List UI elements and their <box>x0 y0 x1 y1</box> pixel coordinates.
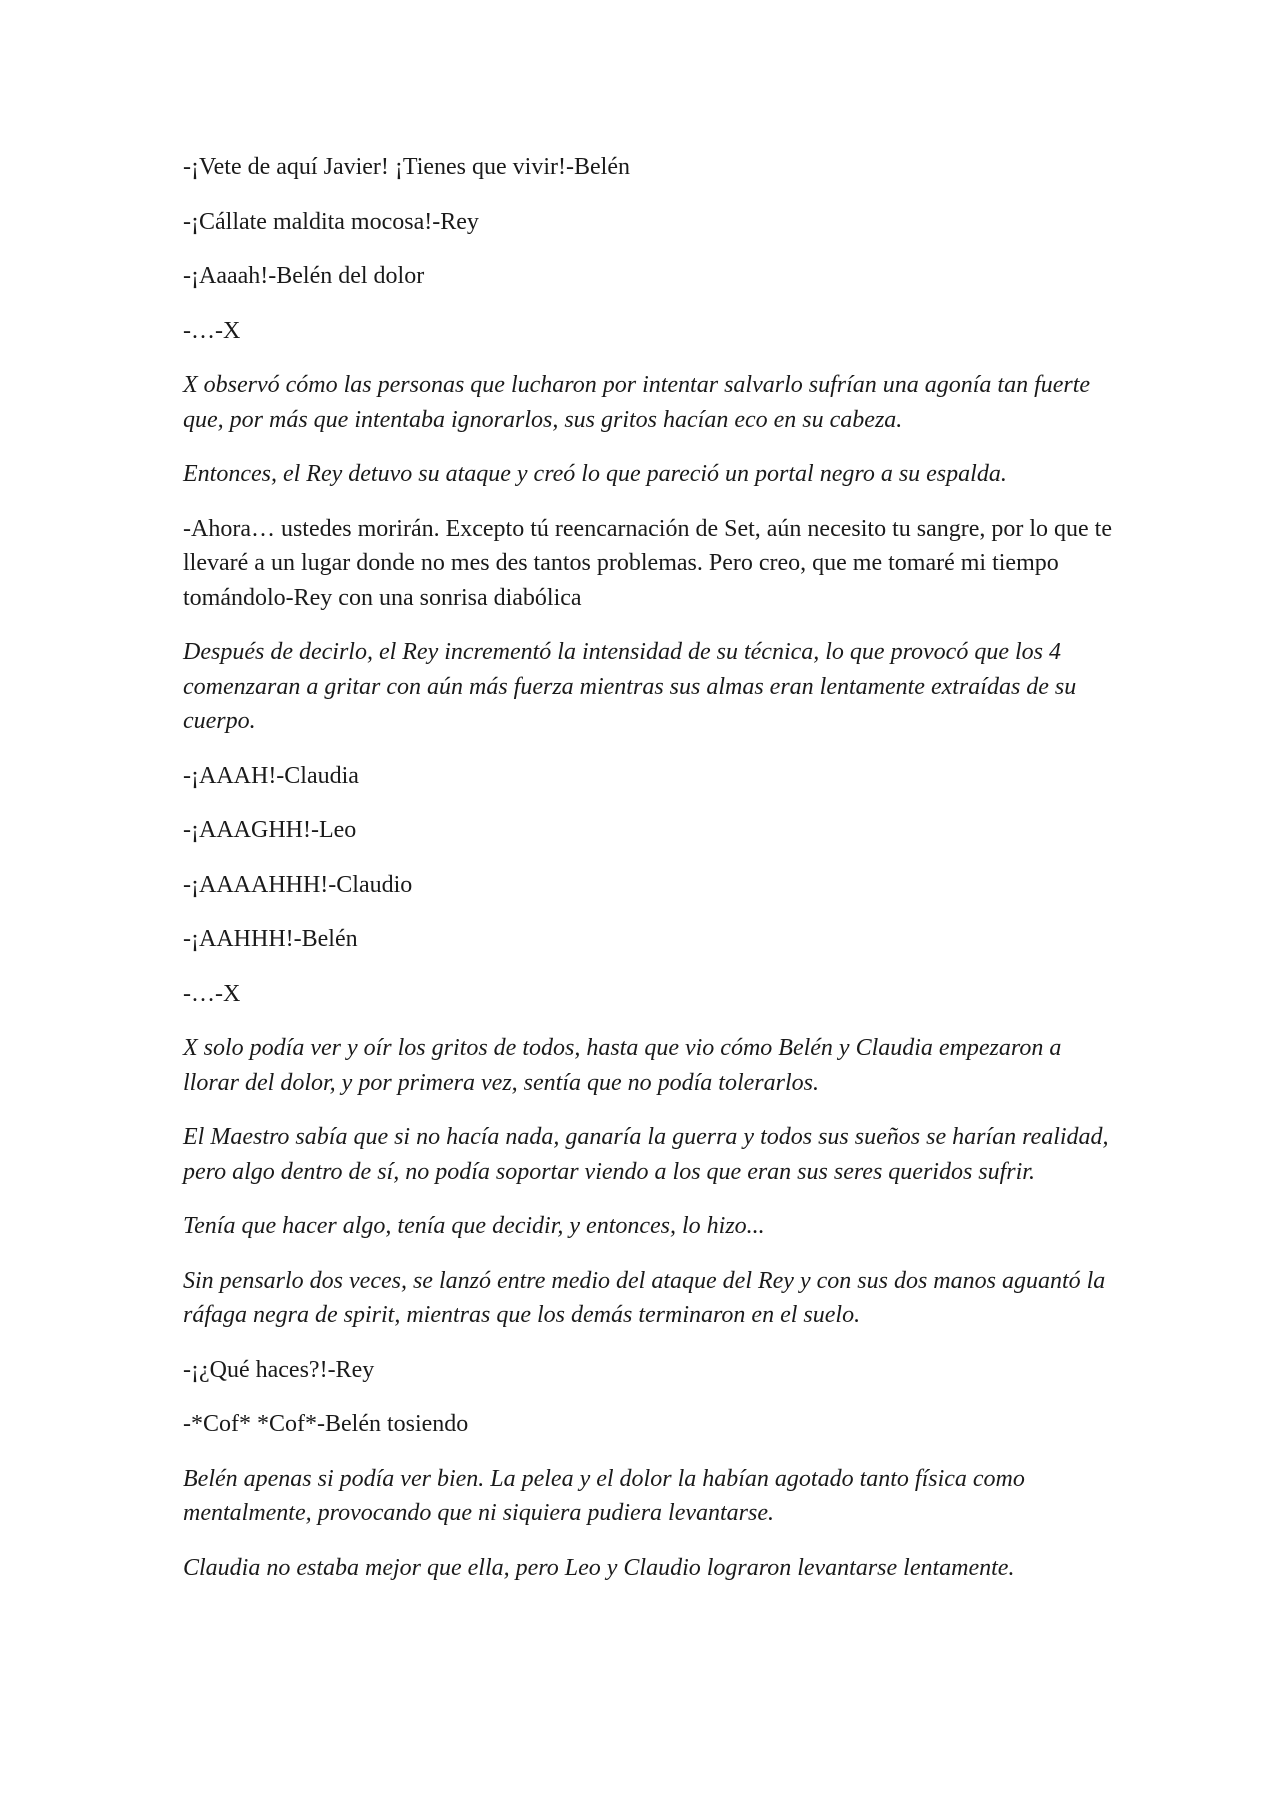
narration-paragraph: Entonces, el Rey detuvo su ataque y creó lo que pareció un portal negro a su espalda. <box>183 461 1007 487</box>
dialogue-line: -¡Cállate maldita mocosa!-Rey <box>183 208 479 235</box>
narration-paragraph: X solo podía ver y oír los gritos de todos, hasta que vio cómo Belén y Claudia empezaron a llorar del dolor, y por primera vez, sentía que no podía tolerarlos. <box>183 1035 1062 1096</box>
narration-paragraph: Belén apenas si podía ver bien. La pelea y el dolor la habían agotado tanto física como mentalmente, provocando que ni siquiera pudiera levantarse. <box>183 1465 1025 1526</box>
dialogue-line: -¡Aaaah!-Belén del dolor <box>183 263 425 289</box>
narration-paragraph: Sin pensarlo dos veces, se lanzó entre medio del ataque del Rey y con sus dos manos aguantó la ráfaga negra de spirit, mientras que los demás terminaron en el suelo. <box>183 1267 1106 1328</box>
dialogue-line: -*Cof* *Cof*-Belén tosiendo <box>183 1411 469 1437</box>
dialogue-line: -Ahora… ustedes morirán. Excepto tú reencarnación de Set, aún necesito tu sangre, por lo que te llevaré a un lugar donde no mes des tantos problemas. Pero creo, que me tomaré mi tiempo tomándolo-Rey con una sonrisa diabólica <box>183 515 1113 611</box>
narration-paragraph: Después de decirlo, el Rey incrementó la intensidad de su técnica, lo que provocó que los 4 comenzaran a gritar con aún más fuerza mientras sus almas eran lentamente extraídas de su cuerpo. <box>183 639 1077 734</box>
dialogue-line: -…-X <box>183 317 241 344</box>
dialogue-line: -¡AAAGHH!-Leo <box>183 817 357 843</box>
narration-paragraph: X observó cómo las personas que lucharon por intentar salvarlo sufrían una agonía tan fuerte que, por más que intentaba ignorarlos, sus gritos hacían eco en su cabeza. <box>183 372 1091 433</box>
narration-paragraph: Tenía que hacer algo, tenía que decidir, y entonces, lo hizo... <box>183 1213 765 1239</box>
dialogue-line: -¡AAHHH!-Belén <box>183 926 358 952</box>
dialogue-line: -¡AAAH!-Claudia <box>183 762 359 789</box>
document-page <box>183 150 1113 1605</box>
dialogue-line: -…-X <box>183 980 241 1007</box>
dialogue-line: -¡AAAAHHH!-Claudio <box>183 871 413 898</box>
narration-paragraph: El Maestro sabía que si no hacía nada, ganaría la guerra y todos sus sueños se harían realidad, pero algo dentro de sí, no podía soportar viendo a los que eran sus seres queridos sufrir. <box>183 1124 1109 1185</box>
narration-paragraph: Claudia no estaba mejor que ella, pero Leo y Claudio lograron levantarse lentamente. <box>183 1554 1015 1581</box>
dialogue-line: -¡Vete de aquí Javier! ¡Tienes que vivir!-Belén <box>183 154 630 180</box>
dialogue-line: -¡¿Qué haces?!-Rey <box>183 1356 375 1383</box>
